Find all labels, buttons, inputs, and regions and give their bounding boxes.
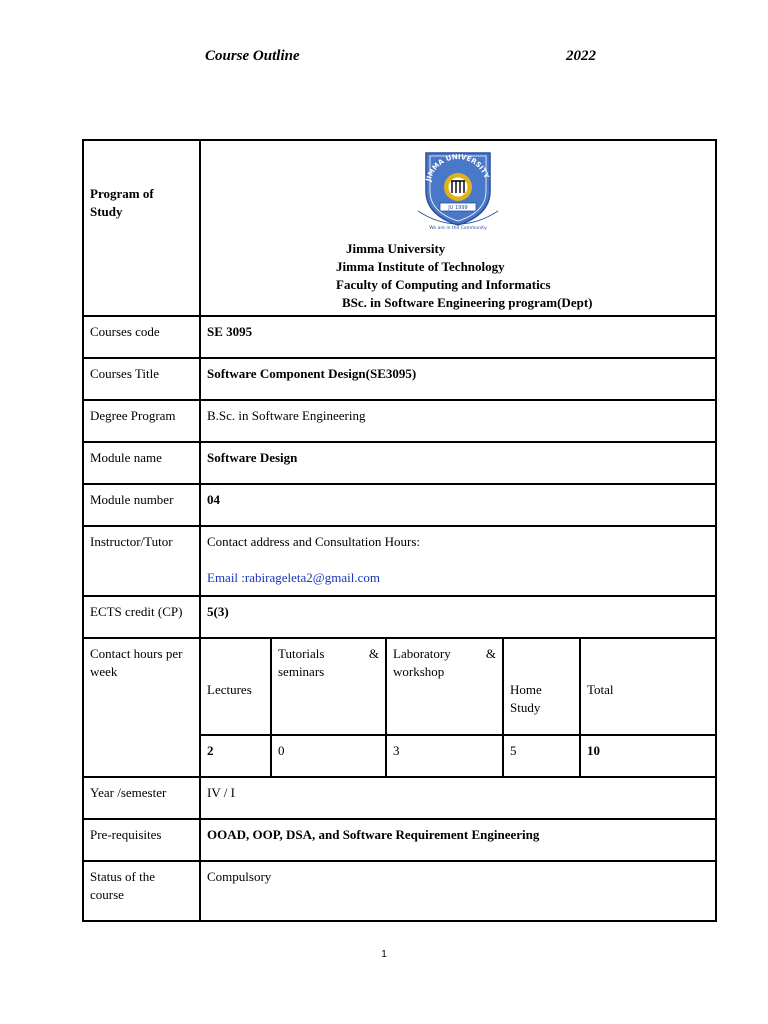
module-number-value: 04 (200, 484, 716, 526)
program-header-cell (200, 140, 716, 316)
ects-row (83, 596, 716, 638)
home-study-value: 5 (503, 735, 580, 777)
department-name: BSc. in Software Engineering program(Dept) (342, 295, 593, 310)
year-semester-row (83, 777, 716, 819)
tutorials-value: 0 (271, 735, 386, 777)
year-semester-label: Year /semester (83, 777, 200, 819)
course-outline-table (82, 139, 717, 922)
course-title-label: Courses Title (83, 358, 200, 400)
ects-label: ECTS credit (CP) (83, 596, 200, 638)
university-name: Jimma University (346, 241, 446, 256)
degree-program-value: B.Sc. in Software Engineering (200, 400, 716, 442)
prerequisites-value: OOAD, OOP, DSA, and Software Requirement Engineering (200, 819, 716, 861)
university-crest-icon (412, 147, 504, 231)
module-name-value: Software Design (200, 442, 716, 484)
module-number-label: Module number (83, 484, 200, 526)
module-name-label: Module name (83, 442, 200, 484)
lectures-header: Lectures (200, 638, 271, 735)
module-number-row (83, 484, 716, 526)
laboratory-value: 3 (386, 735, 503, 777)
course-status-label: Status of the course (83, 861, 200, 921)
course-title-value: Software Component Design(SE3095) (200, 358, 716, 400)
home-study-header: Home Study (503, 638, 580, 735)
course-code-row (83, 316, 716, 358)
contact-hours-label: Contact hours per week (83, 638, 200, 777)
institute-name: Jimma Institute of Technology (336, 259, 505, 274)
svg-text:We are in the Community: We are in the Community (429, 226, 487, 231)
tutorials-header: Tutorials & seminars (271, 638, 386, 735)
degree-program-row (83, 400, 716, 442)
course-code-label: Courses code (83, 316, 200, 358)
svg-text:JIMMA UNIVERSITY: JIMMA UNIVERSITY (424, 152, 491, 183)
prerequisites-row (83, 819, 716, 861)
university-logo (412, 147, 504, 236)
document-year: 2022 (566, 48, 596, 64)
instructor-email: Email :rabirageleta2@gmail.com (207, 570, 380, 585)
page-number: 1 (381, 949, 387, 960)
program-of-study-label: Program of Study (83, 140, 200, 316)
contact-hours-header-row (83, 638, 716, 735)
svg-text:JU 1999: JU 1999 (448, 205, 468, 211)
course-title-row (83, 358, 716, 400)
course-status-row (83, 861, 716, 921)
instructor-label: Instructor/Tutor (83, 526, 200, 596)
degree-program-label: Degree Program (83, 400, 200, 442)
program-of-study-row (83, 140, 716, 316)
total-value: 10 (580, 735, 716, 777)
laboratory-header: Laboratory & workshop (386, 638, 503, 735)
prerequisites-label: Pre-requisites (83, 819, 200, 861)
lectures-value: 2 (200, 735, 271, 777)
year-semester-value: IV / I (200, 777, 716, 819)
total-header: Total (580, 638, 716, 735)
instructor-row (83, 526, 716, 596)
faculty-name: Faculty of Computing and Informatics (336, 277, 551, 292)
course-code-value: SE 3095 (200, 316, 716, 358)
contact-address-text: Contact address and Consultation Hours: (207, 534, 421, 549)
module-name-row (83, 442, 716, 484)
institution-block (201, 236, 715, 312)
course-status-value: Compulsory (200, 861, 716, 921)
instructor-value (200, 526, 716, 596)
document-title: Course Outline (205, 48, 300, 64)
ects-value: 5(3) (200, 596, 716, 638)
